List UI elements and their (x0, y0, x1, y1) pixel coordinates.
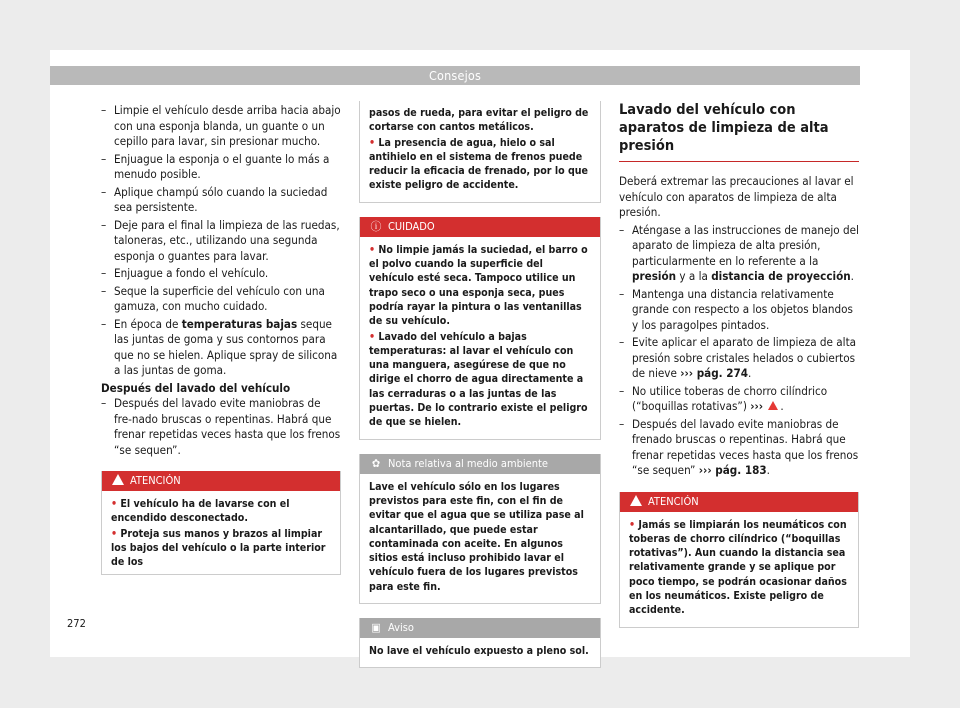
atencion-header: ATENCIÓN (620, 492, 858, 512)
environment-icon: ✿ (371, 456, 381, 470)
list-item: – Aplique champú sólo cuando la suciedad sea persistente. (101, 184, 328, 214)
warning-icon (630, 495, 642, 506)
page-number: 272 (67, 617, 86, 630)
atencion-box (619, 492, 859, 628)
column-1 (101, 103, 341, 575)
cuidado-header: ⓘ CUIDADO (360, 217, 600, 237)
list-item: – Seque la superficie del vehículo con una gamuza, con mucho cuidado. (101, 283, 325, 313)
section-title: Lavado del vehículo con aparatos de limpieza de alta presión (619, 101, 859, 162)
section-heading: Después del lavado del vehículo (101, 380, 291, 395)
nota-ambiente-box (359, 454, 601, 604)
bullet-item: • La presencia de agua, hielo o sal antihielo en el sistema de frenos puede reducir la eficacia de frenado, por lo que existe peligro de accidente. (369, 136, 589, 192)
cuidado-box (359, 217, 601, 440)
column-2 (359, 101, 601, 668)
aviso-text: No lave el vehículo expuesto a pleno sol. (369, 645, 589, 658)
aviso-header: ▣ Aviso (360, 618, 600, 638)
atencion-box (101, 471, 341, 575)
list-item: – Deje para el final la limpieza de las ruedas, taloneras, etc., utilizando una segunda esponja o guantes para lavar. (101, 217, 340, 263)
bullet-item: • Lavado del vehículo a bajas temperaturas: al lavar el vehículo con una manguera, asegúrese de que no dirige el chorro de agua directamente a las cerraduras o a las juntas de las puertas. De lo contrario existe el peligro de que se hielen. (369, 330, 588, 429)
list-item: – Evite aplicar el aparato de limpieza de alta presión sobre cristales helados o cubiertos de nieve ››› pág. 274. (619, 335, 857, 380)
list-item: – Mantenga una distancia relativamente grande con respecto a los objetos blandos y los paragolpes pintados. (619, 286, 853, 332)
atencion-header: ATENCIÓN (102, 471, 340, 491)
page-reference-link[interactable]: ››› pág. 274 (680, 366, 749, 380)
list-item: – Enjuague a fondo el vehículo. (101, 266, 269, 280)
column-3 (619, 101, 859, 628)
list-item: – Aténgase a las instrucciones de manejo del aparato de limpieza de alta presión, particularmente en lo referente a la presión y a la distancia de proyección. (619, 222, 859, 283)
list-item: – Después del lavado evite maniobras de fre-nado bruscas o repentinas. Habrá que frenar repetidas veces hasta que los frenos “se sequen”. (101, 396, 341, 457)
list-item: – Enjuague la esponja o el guante lo más a menudo posible. (101, 151, 330, 181)
bullet-item: • El vehículo ha de lavarse con el encendido desconectado. (111, 498, 290, 525)
bullet-item: • Proteja sus manos y brazos al limpiar los bajos del vehículo o la parte interior de los (111, 527, 326, 569)
intro-paragraph: Deberá extremar las precauciones al lavar el vehículo con aparatos de limpieza de alta presión. (619, 174, 854, 219)
reference-link[interactable]: ››› (750, 399, 764, 413)
page-header: Consejos (50, 66, 860, 85)
aviso-box (359, 618, 601, 668)
nota-ambiente-header: ✿ Nota relativa al medio ambiente (360, 454, 600, 474)
warning-icon (768, 401, 778, 410)
page-reference-link[interactable]: ››› pág. 183 (698, 463, 767, 477)
list-item: – Limpie el vehículo desde arriba hacia abajo con una esponja blanda, un guante o un cepillo para lavar, sin presionar mucho. (101, 103, 341, 148)
list-item: – Después del lavado evite maniobras de frenado bruscas o repentinas. Habrá que frenar repetidas veces hasta que los frenos “se sequen” ››› pág. 183. (619, 416, 859, 477)
bullet-item: • Jamás se limpiarán los neumáticos con toberas de chorro cilíndrico (“boquillas rotativas”). Aun cuando la distancia sea relativamente grande y se aplique por poco tiempo, se podrán ocasionar daños en los neumáticos. Existe peligro de accidente. (629, 518, 847, 617)
info-icon: ▣ (371, 621, 381, 635)
nota-text: Lave el vehículo sólo en los lugares previstos para este fin, con el fin de evitar que el agua que se utiliza pase al alcantarillado, que puede estar contaminada con aceite. En algunos sitios está incluso prohibido lavar el vehículo fuera de los lugares previstos para este fin. (369, 480, 584, 593)
alert-circle-icon: ⓘ (370, 219, 382, 233)
list-item: – En época de temperaturas bajas seque las juntas de goma y sus contornos para que no se hielen. Aplique spray de silicona a las juntas de goma. (101, 316, 338, 377)
warning-icon (112, 474, 124, 485)
list-item: – No utilice toberas de chorro cilíndrico (“boquillas rotativas”) ››› . (619, 383, 828, 413)
continued-text: pasos de rueda, para evitar el peligro de cortarse con cantos metálicos. (369, 107, 589, 134)
atencion-continued-box (359, 101, 601, 203)
bullet-item: • No limpie jamás la suciedad, el barro o el polvo cuando la superficie del vehículo esté seca. Tampoco utilice un trapo seco o una esponja seca, pues podría rayar la pintura o las ventanillas de su vehículo. (369, 243, 588, 328)
